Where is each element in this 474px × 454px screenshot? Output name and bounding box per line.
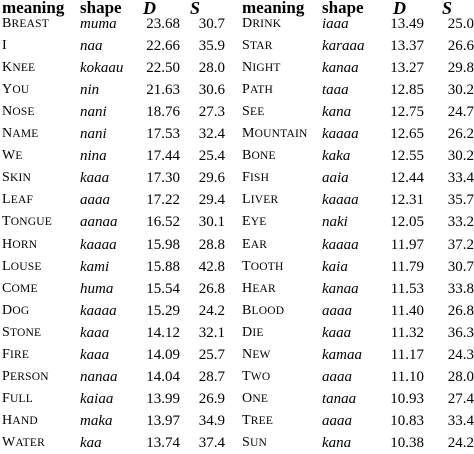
left-row-s-value: 30.6 <box>198 82 225 99</box>
right-row-s-value: 26.6 <box>447 38 474 55</box>
right-row-d-value: 10.93 <box>390 390 424 407</box>
right-row-d-value: 10.83 <box>390 412 424 429</box>
right-row-shape: tanaa <box>322 390 357 407</box>
right-row-shape: kaia <box>322 258 348 275</box>
left-row-d-value: 17.22 <box>146 192 180 209</box>
right-row-shape: kaaaa <box>322 192 359 209</box>
left-row-d-value: 16.52 <box>146 214 180 231</box>
right-row-d-value: 12.85 <box>390 82 424 99</box>
left-row-s-value: 32.4 <box>198 126 225 143</box>
right-row-meaning: SUN <box>242 434 268 450</box>
left-row-meaning: WATER <box>2 434 45 450</box>
right-row-d-value: 11.40 <box>390 302 424 319</box>
left-row-shape: kaaa <box>80 346 110 363</box>
right-row-meaning: TWO <box>242 368 271 384</box>
left-row-meaning: FULL <box>2 390 33 406</box>
right-row-d-value: 11.17 <box>390 346 424 363</box>
right-row-shape: aaaa <box>322 302 352 319</box>
left-row-meaning: LOUSE <box>2 258 42 274</box>
right-row-meaning: LIVER <box>242 192 279 208</box>
left-row-d-value: 15.88 <box>146 258 180 275</box>
right-row-shape: kaaaa <box>322 126 359 143</box>
right-row-shape: kana <box>322 104 352 121</box>
right-row-d-value: 11.32 <box>390 324 424 341</box>
left-row-meaning: HORN <box>2 236 38 252</box>
table-row <box>0 366 474 388</box>
table-row <box>0 388 474 410</box>
right-row-shape: kamaa <box>322 346 362 363</box>
right-row-s-value: 33.2 <box>447 214 474 231</box>
left-row-d-value: 15.98 <box>146 236 180 253</box>
left-row-s-value: 29.4 <box>198 192 225 209</box>
right-row-d-value: 13.37 <box>390 38 424 55</box>
left-row-shape: kaa <box>80 434 102 451</box>
left-row-shape: kaaa <box>80 324 110 341</box>
header-d-left: D <box>143 0 156 18</box>
left-row-d-value: 13.99 <box>146 390 180 407</box>
left-row-shape: huma <box>80 280 114 297</box>
left-row-d-value: 18.76 <box>146 104 180 121</box>
left-row-s-value: 28.0 <box>198 60 225 77</box>
right-row-d-value: 11.10 <box>390 368 424 385</box>
right-row-shape: iaaa <box>322 16 349 32</box>
right-row-s-value: 37.2 <box>447 236 474 253</box>
right-row-d-value: 12.65 <box>390 126 424 143</box>
left-row-s-value: 30.7 <box>198 16 225 32</box>
header-s-right: S <box>442 0 453 18</box>
right-row-s-value: 26.2 <box>447 126 474 143</box>
right-row-s-value: 35.7 <box>447 192 474 209</box>
left-row-shape: naa <box>80 38 103 55</box>
left-row-meaning: LEAF <box>2 192 34 208</box>
left-row-shape: aanaa <box>80 214 118 231</box>
left-row-meaning: SKIN <box>2 170 32 186</box>
left-row-s-value: 34.9 <box>198 412 225 429</box>
left-row-shape: kami <box>80 258 110 275</box>
left-row-meaning: DOG <box>2 302 30 318</box>
table-row <box>0 256 474 278</box>
right-row-shape: karaaa <box>322 38 365 55</box>
right-row-s-value: 33.4 <box>447 412 474 429</box>
left-row-s-value: 25.7 <box>198 346 225 363</box>
left-row-shape: nin <box>80 82 100 99</box>
right-row-s-value: 24.7 <box>447 104 474 121</box>
right-row-meaning: FISH <box>242 170 270 186</box>
header-d-right: D <box>393 0 406 18</box>
table-row <box>0 189 474 211</box>
right-row-d-value: 12.55 <box>390 148 424 165</box>
right-row-meaning: DIE <box>242 324 264 340</box>
right-row-meaning: NEW <box>242 346 271 362</box>
right-row-d-value: 12.31 <box>390 192 424 209</box>
right-row-meaning: SEE <box>242 104 265 120</box>
right-row-s-value: 24.3 <box>447 346 474 363</box>
table-row <box>0 344 474 366</box>
right-row-meaning: NIGHT <box>242 60 281 76</box>
left-row-d-value: 22.50 <box>146 60 180 77</box>
left-row-shape: aaaa <box>80 192 110 209</box>
left-row-d-value: 14.12 <box>146 324 180 341</box>
right-row-shape: naki <box>322 214 348 231</box>
left-row-meaning: BREAST <box>2 16 49 31</box>
right-row-shape: kana <box>322 434 352 451</box>
left-row-meaning: STONE <box>2 324 42 340</box>
table-row <box>0 410 474 432</box>
left-row-d-value: 23.68 <box>146 16 180 32</box>
table-row <box>0 13 474 35</box>
left-row-d-value: 22.66 <box>146 38 180 55</box>
right-row-shape: aaaa <box>322 368 352 385</box>
left-row-shape: kaiaa <box>80 390 114 407</box>
left-row-meaning: YOU <box>2 82 30 98</box>
left-row-s-value: 26.8 <box>198 280 225 297</box>
right-row-s-value: 24.2 <box>447 434 474 451</box>
table-row <box>0 322 474 344</box>
left-row-d-value: 14.09 <box>146 346 180 363</box>
left-row-meaning: COME <box>2 280 38 296</box>
left-row-d-value: 13.74 <box>146 434 180 451</box>
right-row-d-value: 13.27 <box>390 60 424 77</box>
left-row-s-value: 37.4 <box>198 434 225 451</box>
right-row-meaning: STAR <box>242 38 273 54</box>
right-row-meaning: HEAR <box>242 280 276 296</box>
header-meaning-left: meaning <box>2 0 65 17</box>
right-row-d-value: 12.75 <box>390 104 424 121</box>
table-row <box>0 123 474 145</box>
table-row <box>0 57 474 79</box>
left-row-d-value: 17.53 <box>146 126 180 143</box>
header-meaning-right: meaning <box>242 0 305 17</box>
left-row-s-value: 29.6 <box>198 170 225 187</box>
left-row-shape: kaaaa <box>80 302 117 319</box>
table-row <box>0 278 474 300</box>
left-row-s-value: 42.8 <box>198 258 225 275</box>
table-row <box>0 300 474 322</box>
table-row <box>0 101 474 123</box>
right-row-d-value: 12.05 <box>390 214 424 231</box>
left-row-meaning: KNEE <box>2 60 36 76</box>
left-row-d-value: 14.04 <box>146 368 180 385</box>
left-row-d-value: 15.54 <box>146 280 180 297</box>
left-row-shape: nanaa <box>80 368 118 385</box>
right-row-s-value: 29.8 <box>447 60 474 77</box>
left-row-s-value: 28.7 <box>198 368 225 385</box>
left-row-d-value: 21.63 <box>146 82 180 99</box>
right-row-meaning: TOOTH <box>242 258 284 274</box>
table-row <box>0 79 474 101</box>
right-row-s-value: 33.8 <box>447 280 474 297</box>
table-row <box>0 167 474 189</box>
left-row-shape: maka <box>80 412 113 429</box>
left-row-meaning: TONGUE <box>2 214 53 230</box>
left-row-s-value: 30.1 <box>198 214 225 231</box>
left-row-shape: nani <box>80 104 107 121</box>
right-row-s-value: 33.4 <box>447 170 474 187</box>
right-row-s-value: 30.2 <box>447 82 474 99</box>
left-row-d-value: 17.30 <box>146 170 180 187</box>
right-row-s-value: 28.0 <box>447 368 474 385</box>
left-row-meaning: I <box>2 38 7 54</box>
right-row-meaning: EYE <box>242 214 267 230</box>
left-row-shape: nina <box>80 148 107 165</box>
left-row-s-value: 25.4 <box>198 148 225 165</box>
right-row-s-value: 25.0 <box>447 16 474 32</box>
left-row-s-value: 26.9 <box>198 390 225 407</box>
table-row <box>0 432 474 454</box>
right-row-meaning: MOUNTAIN <box>242 126 308 142</box>
left-row-meaning: HAND <box>2 412 38 428</box>
right-row-shape: aaia <box>322 170 349 187</box>
right-row-s-value: 27.4 <box>447 390 474 407</box>
right-row-d-value: 10.38 <box>390 434 424 451</box>
header-shape-right: shape <box>322 0 364 17</box>
right-row-d-value: 11.53 <box>390 280 424 297</box>
left-row-s-value: 27.3 <box>198 104 225 121</box>
left-row-shape: muma <box>80 16 117 32</box>
right-row-meaning: ONE <box>242 390 269 406</box>
right-row-s-value: 30.2 <box>447 148 474 165</box>
right-row-d-value: 12.44 <box>390 170 424 187</box>
left-row-s-value: 32.1 <box>198 324 225 341</box>
right-row-shape: taaa <box>322 82 349 99</box>
left-row-d-value: 13.97 <box>146 412 180 429</box>
right-row-shape: kaka <box>322 148 351 165</box>
right-row-s-value: 36.3 <box>447 324 474 341</box>
right-row-shape: kanaa <box>322 280 359 297</box>
right-row-shape: kanaa <box>322 60 359 77</box>
right-row-shape: kaaa <box>322 324 352 341</box>
table-row <box>0 211 474 233</box>
left-row-meaning: NAME <box>2 126 39 142</box>
left-row-meaning: WE <box>2 148 23 164</box>
right-row-shape: aaaa <box>322 412 352 429</box>
left-row-s-value: 35.9 <box>198 38 225 55</box>
left-row-shape: kaaaa <box>80 236 117 253</box>
right-row-meaning: TREE <box>242 412 274 428</box>
header-shape-left: shape <box>80 0 122 17</box>
right-row-meaning: BONE <box>242 148 276 164</box>
left-row-s-value: 28.8 <box>198 236 225 253</box>
right-row-meaning: PATH <box>242 82 273 98</box>
header-s-left: S <box>190 0 201 18</box>
right-row-meaning: DRINK <box>242 16 282 31</box>
right-row-d-value: 11.97 <box>390 236 424 253</box>
left-row-s-value: 24.2 <box>198 302 225 319</box>
table-row <box>0 35 474 57</box>
left-row-d-value: 15.29 <box>146 302 180 319</box>
left-row-meaning: NOSE <box>2 104 35 120</box>
table-row <box>0 145 474 167</box>
right-row-meaning: EAR <box>242 236 268 252</box>
left-row-shape: nani <box>80 126 107 143</box>
right-row-meaning: BLOOD <box>242 302 285 318</box>
right-row-s-value: 26.8 <box>447 302 474 319</box>
table-row <box>0 234 474 256</box>
left-row-d-value: 17.44 <box>146 148 180 165</box>
right-row-d-value: 11.79 <box>390 258 424 275</box>
left-row-meaning: FIRE <box>2 346 30 362</box>
left-row-shape: kokaau <box>80 60 124 77</box>
right-row-d-value: 13.49 <box>390 16 424 32</box>
left-row-meaning: PERSON <box>2 368 49 384</box>
right-row-s-value: 30.7 <box>447 258 474 275</box>
left-row-shape: kaaa <box>80 170 110 187</box>
right-row-shape: kaaaa <box>322 236 359 253</box>
